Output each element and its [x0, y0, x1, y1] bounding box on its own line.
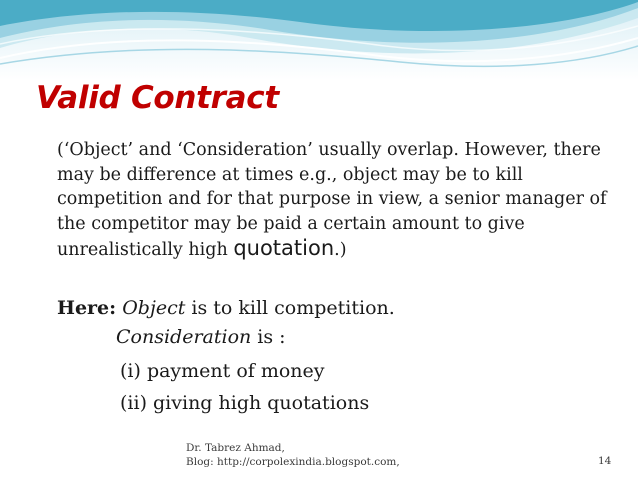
object-statement: is to kill competition. — [185, 297, 395, 319]
consideration-line — [116, 326, 286, 348]
header-wave-decoration — [0, 0, 638, 80]
consideration-word: Consideration — [116, 326, 252, 348]
here-label: Here: — [57, 297, 117, 319]
footer-author — [186, 441, 400, 469]
here-line — [57, 297, 395, 319]
consideration-rest: is : — [251, 326, 286, 348]
page-number: 14 — [598, 455, 612, 467]
list-item: (i) payment of money — [120, 360, 325, 382]
list-item: (ii) giving high quotations — [120, 392, 370, 414]
object-word: Object — [122, 297, 186, 319]
footer-blog-link[interactable]: Blog: http://corpolexindia.blogspot.com, — [186, 456, 400, 468]
explanation-paragraph — [57, 138, 617, 263]
slide-title: Valid Contract — [36, 80, 279, 116]
footer-author-name: Dr. Tabrez Ahmad, — [186, 442, 285, 454]
paragraph-text: (‘Object’ and ‘Consideration’ usually overlap. However, there may be difference at times e.g., object may be to kill competition and for that purpose in view, a senior manager of the competitor may be paid a certain amount to give unrealistically high — [57, 140, 607, 260]
paragraph-emphasis-word: quotation — [233, 236, 335, 260]
paragraph-tail: .) — [334, 240, 347, 260]
